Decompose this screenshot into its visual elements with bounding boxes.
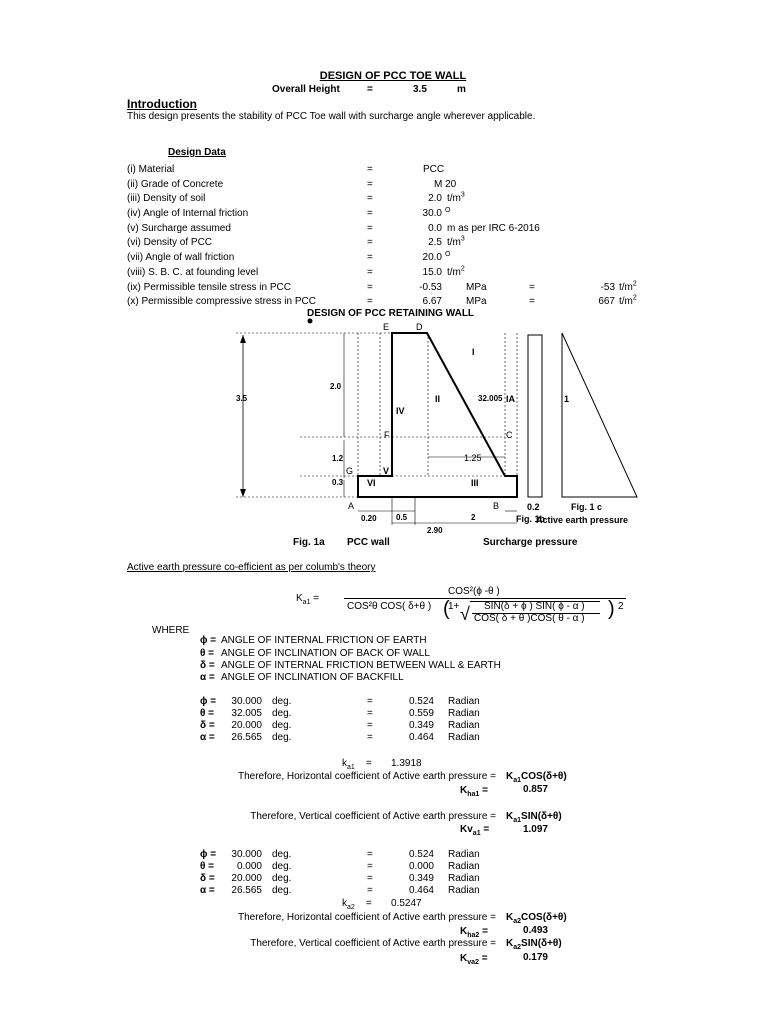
dd-unit: MPa — [466, 282, 487, 293]
dd-value: 0.0 — [428, 223, 442, 234]
dd-value: 2.0 — [428, 193, 442, 204]
dd-unit2: $t/m^2$ — [619, 294, 637, 307]
angle-radians: 0.524 — [408, 696, 434, 707]
def-symbol: ϕ = — [200, 635, 217, 646]
angle-unit: deg. — [272, 708, 292, 719]
angle-symbol: δ = — [200, 873, 215, 884]
ka2-value: 0.5247 — [391, 898, 422, 909]
dim-3-5: 3.5 — [236, 394, 248, 403]
overall-height-label: Overall Height — [272, 84, 340, 95]
dd-unit2: $t/m^2$ — [619, 280, 637, 293]
kha1-text: Therefore, Horizontal coefficient of Active earth pressure = — [237, 771, 496, 782]
dd-value: M 20 — [434, 179, 457, 190]
angle-unit: deg. — [272, 696, 292, 707]
dd-value: 30.0 — [422, 208, 442, 219]
angle-symbol: δ = — [200, 720, 215, 731]
angle-radians: 0.349 — [408, 720, 434, 731]
kva1-formula: $K_{a1}SIN(\delta+\theta)$ — [506, 811, 562, 824]
dd-degree: O — [445, 207, 451, 214]
label-region-vi: VI — [367, 478, 376, 488]
kva2-label: $K_{va2}$ = — [460, 953, 488, 966]
angle-degrees: 30.000 — [231, 696, 262, 707]
radian-unit: Radian — [448, 849, 480, 860]
dd-eq: = — [367, 237, 373, 248]
dim-2-90: 2.90 — [427, 526, 443, 535]
dd-value: 6.67 — [422, 296, 442, 307]
dd-label: (ii) Grade of Concrete — [127, 179, 224, 190]
radian-unit: Radian — [448, 861, 480, 872]
angle-degrees: 30.000 — [231, 849, 262, 860]
ka2-result: $k_{a2}$ = — [342, 898, 372, 911]
dd-value2: -53 — [600, 282, 615, 293]
intro-heading: Introduction — [127, 97, 197, 111]
dd-label: (vi) Density of PCC — [127, 237, 213, 248]
kha2-label: $K_{ha2}$ = — [460, 926, 488, 939]
label-d: D — [416, 322, 423, 332]
kha1-value: 0.857 — [522, 784, 548, 795]
def-text: ANGLE OF INCLINATION OF BACK OF WALL — [221, 648, 430, 659]
dd-value: PCC — [423, 164, 445, 175]
label-fig-1b: Fig. 1b — [516, 514, 545, 524]
dd-value: -0.53 — [419, 282, 442, 293]
kha2-formula: $K_{a2}COS(\delta+\theta)$ — [506, 912, 567, 925]
dd-label: (viii) S. B. C. at founding level — [127, 267, 259, 278]
dd-eq: = — [367, 223, 373, 234]
where-label: WHERE — [152, 625, 190, 636]
angle-radians: 0.464 — [408, 732, 434, 743]
dd-value: 2.5 — [428, 237, 442, 248]
angle-eq: = — [367, 849, 373, 860]
intro-text: This design presents the stability of PCC Toe wall with surcharge angle wherever applicable. — [127, 111, 536, 122]
theory-heading: Active earth pressure co-efficient as per columb's theory — [127, 562, 376, 573]
angle-degrees: 20.000 — [231, 873, 262, 884]
angle-radians: 0.559 — [408, 708, 434, 719]
kva2-text: Therefore, Vertical coefficient of Active earth pressure = — [250, 938, 496, 949]
angle-unit: deg. — [272, 873, 292, 884]
dd-label: (vii) Angle of wall friction — [127, 252, 235, 263]
dd-label: (iv) Angle of Internal friction — [127, 208, 249, 219]
dd-degree: O — [445, 251, 451, 258]
angle-symbol: α = — [200, 885, 215, 896]
radian-unit: Radian — [448, 720, 480, 731]
angle-unit: deg. — [272, 720, 292, 731]
angle-unit: deg. — [272, 849, 292, 860]
label-region-ia: IA — [506, 394, 515, 404]
kha1-label: $K_{ha1}$ = — [460, 785, 488, 798]
kha2-value: 0.493 — [522, 925, 548, 936]
label-pcc-wall: PCC wall — [347, 537, 390, 548]
label-c: C — [506, 430, 513, 440]
label-active-pressure: Active earth pressure — [536, 515, 629, 525]
dim-2: 2 — [471, 513, 476, 522]
angle-symbol: ϕ = — [200, 696, 217, 707]
label-region-v: V — [383, 466, 390, 476]
figure-title: DESIGN OF PCC RETAINING WALL — [307, 308, 475, 319]
ka1-result: $k_{a1}$ = — [342, 758, 372, 771]
angle-radians: 0.464 — [408, 885, 434, 896]
overall-height-eq: = — [367, 84, 373, 95]
bracket-one: 1+ — [448, 601, 460, 612]
dd-eq2: = — [529, 282, 535, 293]
label-fig-1a: Fig. 1a — [293, 537, 325, 548]
formula-power: 2 — [618, 601, 624, 612]
label-f: F — [384, 430, 390, 440]
sqrt-sign: √ — [460, 604, 470, 624]
kha2-text: Therefore, Horizontal coefficient of Active earth pressure = — [237, 912, 496, 923]
angle-symbol: ϕ = — [200, 849, 217, 860]
dd-unit: $t/m^2$ — [447, 265, 465, 278]
angle-degrees: 26.565 — [231, 885, 262, 896]
dd-value: 15.0 — [422, 267, 442, 278]
inner-denominator: COS( δ + θ )COS( θ - α ) — [474, 613, 585, 624]
radian-unit: Radian — [448, 708, 480, 719]
angle-eq: = — [367, 732, 373, 743]
dd-unit: MPa — [466, 296, 487, 307]
angle-unit: deg. — [272, 861, 292, 872]
dd-label: (i) Material — [127, 164, 175, 175]
radian-unit: Radian — [448, 696, 480, 707]
dd-unit: m as per IRC 6-2016 — [447, 223, 540, 234]
angle-eq: = — [367, 720, 373, 731]
dd-label: (x) Permissible compressive stress in PCC — [127, 296, 316, 307]
radian-unit: Radian — [448, 732, 480, 743]
angle-eq: = — [367, 861, 373, 872]
dd-eq: = — [367, 164, 373, 175]
dd-unit: $t/m^3$ — [447, 191, 465, 204]
angle-radians: 0.349 — [408, 873, 434, 884]
def-symbol: δ = — [200, 660, 215, 671]
angle-eq: = — [367, 873, 373, 884]
dd-label: (ix) Permissible tensile stress in PCC — [127, 282, 291, 293]
angle-radians: 0.000 — [408, 861, 434, 872]
dd-eq: = — [367, 267, 373, 278]
dd-eq: = — [367, 193, 373, 204]
dim-0-5: 0.5 — [396, 513, 408, 522]
dd-eq: = — [367, 252, 373, 263]
dim-1-2: 1.2 — [332, 454, 344, 463]
angle-degrees: 26.565 — [231, 732, 262, 743]
fraction-bar — [344, 598, 626, 599]
label-region-iv: IV — [396, 406, 405, 416]
dd-unit: $t/m^3$ — [447, 235, 465, 248]
label-g: G — [346, 466, 354, 476]
kva1-label: $Kv_{a1}$ = — [460, 824, 490, 837]
angle-eq: = — [367, 885, 373, 896]
dd-eq: = — [367, 296, 373, 307]
label-fig-1c: Fig. 1 c — [571, 502, 603, 512]
label-one: 1 — [564, 394, 570, 404]
formula-denominator: COS²θ COS( δ+θ ) — [347, 601, 432, 612]
design-data-heading: Design Data — [168, 147, 226, 158]
angle-symbol: θ = — [200, 708, 215, 719]
label-angle: 32.005 — [478, 394, 503, 403]
label-surcharge-pressure: Surcharge pressure — [483, 537, 578, 548]
page-title: DESIGN OF PCC TOE WALL — [319, 70, 467, 82]
def-symbol: θ = — [200, 648, 215, 659]
inner-numerator: SIN(δ + ϕ ) SIN( ϕ - α ) — [484, 601, 585, 612]
ka1-label: $K_{a1}$ = — [296, 593, 320, 606]
angle-eq: = — [367, 708, 373, 719]
dd-value2: 667 — [598, 296, 615, 307]
angle-eq: = — [367, 696, 373, 707]
def-text: ANGLE OF INCLINATION OF BACKFILL — [221, 672, 404, 683]
angle-unit: deg. — [272, 732, 292, 743]
def-text: ANGLE OF INTERNAL FRICTION OF EARTH — [221, 635, 427, 646]
angle-degrees: 0.000 — [236, 861, 262, 872]
dd-eq: = — [367, 208, 373, 219]
dim-0-2: 0.2 — [527, 502, 540, 512]
radian-unit: Radian — [448, 873, 480, 884]
formula-numerator: COS²(ϕ -θ ) — [448, 586, 500, 597]
ka1-value: 1.3918 — [391, 758, 422, 769]
bracket-right: ) — [608, 598, 615, 620]
label-e: E — [383, 322, 390, 332]
label-region-ii: II — [435, 394, 441, 404]
dd-label: (v) Surcharge assumed — [127, 223, 231, 234]
angle-symbol: α = — [200, 732, 215, 743]
overall-height-unit: m — [457, 84, 466, 95]
angle-radians: 0.524 — [408, 849, 434, 860]
dim-0-20: 0.20 — [361, 514, 377, 523]
dd-value: 20.0 — [422, 252, 442, 263]
kva2-formula: $K_{a2}SIN(\delta+\theta)$ — [506, 938, 562, 951]
angle-unit: deg. — [272, 885, 292, 896]
bracket-left: ( — [443, 598, 450, 620]
label-a: A — [348, 501, 355, 511]
label-b: B — [493, 501, 500, 511]
radian-unit: Radian — [448, 885, 480, 896]
kva1-value: 1.097 — [522, 824, 548, 835]
dim-0-3: 0.3 — [332, 478, 344, 487]
dim-2-0: 2.0 — [330, 382, 342, 391]
kha1-formula: $K_{a1}COS(\delta+\theta)$ — [506, 771, 567, 784]
kva2-value: 0.179 — [522, 952, 548, 963]
overall-height-value: 3.5 — [413, 84, 427, 95]
angle-symbol: θ = — [200, 861, 215, 872]
dd-eq: = — [367, 282, 373, 293]
label-region-iii: III — [471, 478, 479, 488]
dd-eq: = — [367, 179, 373, 190]
def-text: ANGLE OF INTERNAL FRICTION BETWEEN WALL & EARTH — [221, 660, 501, 671]
angle-degrees: 20.000 — [231, 720, 262, 731]
def-symbol: α = — [200, 672, 215, 683]
dd-label: (iii) Density of soil — [127, 193, 206, 204]
dd-eq2: = — [529, 296, 535, 307]
label-region-i: I — [472, 347, 475, 357]
kva1-text: Therefore, Vertical coefficient of Active earth pressure = — [250, 811, 496, 822]
dim-1-25: 1.25 — [464, 453, 482, 463]
angle-degrees: 32.005 — [231, 708, 262, 719]
